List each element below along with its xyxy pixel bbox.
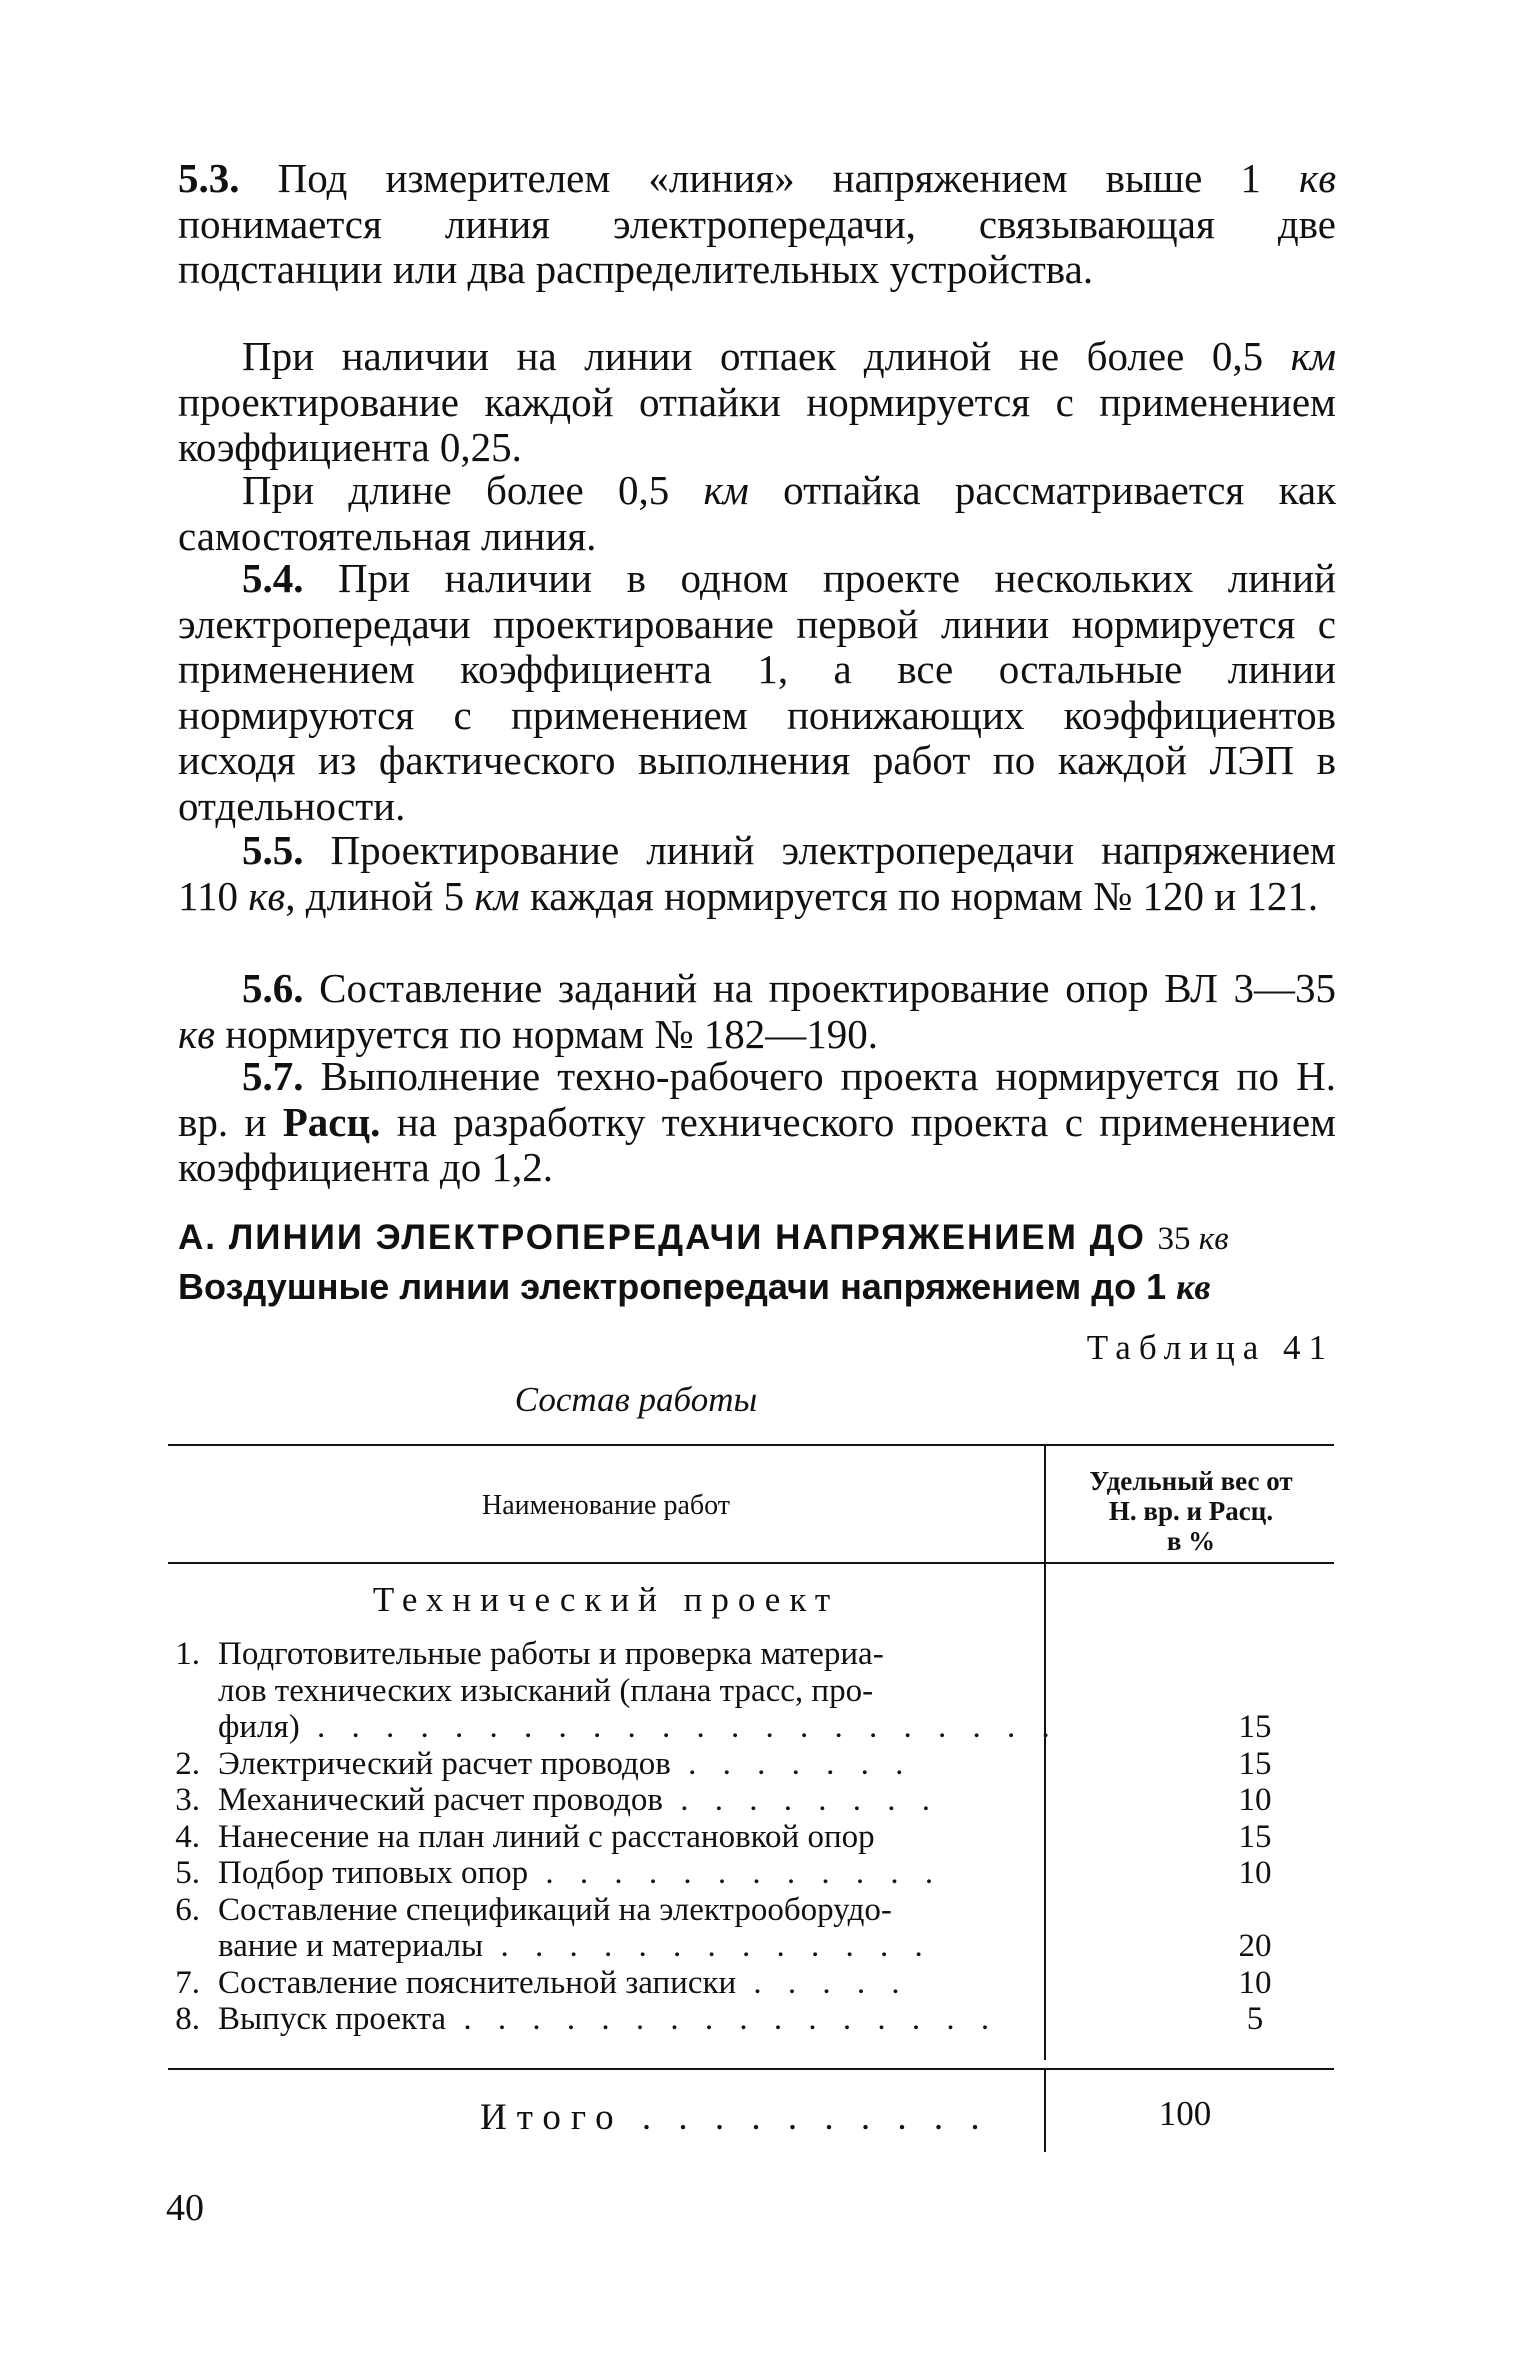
row-description-line: Электрический расчет проводов . . . . . . . [218,1745,913,1782]
row-description [218,1855,1178,1892]
row-number: 3. [175,1782,200,1818]
row-share-value: 15 [1238,1818,1272,1855]
section-heading: А. ЛИНИИ ЭЛЕКТРОПЕРЕДАЧИ НАПРЯЖЕНИЕМ ДО 35 кв [178,1218,1229,1257]
table-caption: Состав работы [514,1380,758,1419]
row-description-line: филя) . . . . . . . . . . . . . . . . . . . . . . [218,1709,1059,1745]
row-share-value: 15 [1238,1745,1272,1782]
table-rows [160,1636,1340,2038]
row-number: 2. [175,1745,200,1782]
table-top-rule [168,1444,1334,1446]
row-share-value: 10 [1238,1855,1272,1891]
table-row [160,1965,1340,2002]
row-description-line: Составление пояснительной записки . . . . . [218,1964,909,2001]
row-description [218,1892,1178,1965]
row-number: 8. [175,2001,200,2037]
row-description-line: Составление спецификаций на электрооборудо- [218,1891,892,1928]
table-total-rule [168,2068,1334,2070]
row-share-value: 15 [1238,1709,1272,1745]
total-value: 100 [1158,2094,1212,2133]
row-description-line: Нанесение на план линий с расстановкой опор [218,1818,875,1855]
paragraph-5-5: 5.5. Проектирование линий электропередачи напряжением 110 кв, длиной 5 км каждая нормируется по нормам № 120 и 121. [178,827,1336,919]
row-number: 1. [175,1636,200,1672]
row-description [218,2001,1178,2038]
row-description-line: Выпуск проекта . . . . . . . . . . . . . . . . [218,2001,999,2037]
row-description-line: Механический расчет проводов . . . . . . . . [218,1782,939,1818]
table-number: Таблица 41 [1086,1328,1334,1367]
row-share-value: 10 [1238,1964,1272,2001]
page-number: 40 [166,2187,204,2229]
column-header-name: Наименование работ [482,1490,730,1521]
row-description-line: Подготовительные работы и проверка материа- [218,1636,884,1672]
table-row [160,1636,1340,1746]
leader-dots: . . . . . [736,1964,909,2001]
table-section-title: Технический проект [372,1580,840,1619]
row-number: 4. [175,1818,200,1855]
row-description-line: вание и материалы . . . . . . . . . . . . . [218,1928,932,1964]
total-label: Итого . . . . . . . . . . [480,2097,989,2138]
leader-dots: . . . . . . . . . . . . [528,1855,943,1891]
paragraph-5-6: 5.6. Составление заданий на проектирование опор ВЛ 3—35 кв нормируется по нормам № 182—190. [178,965,1336,1057]
row-description-line: Подбор типовых опор . . . . . . . . . . . . [218,1855,943,1891]
row-number: 7. [175,1964,200,2001]
table-row [160,1855,1340,1892]
row-share-value: 20 [1238,1928,1272,1964]
leader-dots: . . . . . . . . [662,1782,939,1818]
row-description-line: лов технических изысканий (плана трасс, про- [218,1672,874,1709]
row-description [218,1782,1178,1819]
table-header-rule [168,1562,1334,1564]
row-share-value: 10 [1238,1782,1272,1818]
table-row [160,1746,1340,1783]
row-number: 6. [175,1891,200,1928]
row-description [218,1965,1178,2002]
row-description [218,1746,1178,1783]
row-description [218,1819,1178,1856]
table-row [160,1819,1340,1856]
table-row [160,1892,1340,1965]
leader-dots: . . . . . . . . . . . . . . . . [446,2001,999,2037]
leader-dots: . . . . . . . [670,1745,913,1782]
leader-dots: . . . . . . . . . . . . . . . . . . . . . . [299,1709,1059,1745]
leader-dots: . . . . . . . . . . . . . [483,1928,932,1964]
table-row [160,2001,1340,2038]
paragraph-5-7: 5.7. Выполнение техно-рабочего проекта нормируется по Н. вр. и Расц. на разработку технического проекта с применением коэффициента до 1,2. [178,1053,1336,1190]
paragraph-5-3-offshoots: При наличии на линии отпаек длиной не более 0,5 км проектирование каждой отпайки нормируется с применением коэффициента 0,25. [178,333,1336,470]
row-share-value: 5 [1246,2001,1264,2037]
table-row [160,1782,1340,1819]
row-number: 5. [175,1855,200,1891]
paragraph-5-4: 5.4. При наличии в одном проекте нескольких линий электропередачи проектирование первой линии нормируется с применением коэффициента 1, а все остальные линии нормируются с применением понижающих коэффициентов исходя из фактического выполнения работ по каждой ЛЭП в отдельности. [178,555,1336,829]
paragraph-5-3: 5.3. Под измерителем «линия» напряжением выше 1 кв понимается линия электропередачи, связывающая две подстанции или два распределительных устройства. [178,155,1336,292]
subsection-heading: Воздушные линии электропередачи напряжением до 1 кв [178,1266,1211,1307]
table-total-divider [1044,2070,1046,2152]
column-header-share: Удельный вес от Н. вр. и Расц. в % [1089,1466,1293,1556]
row-description [218,1636,1178,1746]
paragraph-5-3-length: При длине более 0,5 км отпайка рассматривается как самостоятельная линия. [178,467,1336,559]
